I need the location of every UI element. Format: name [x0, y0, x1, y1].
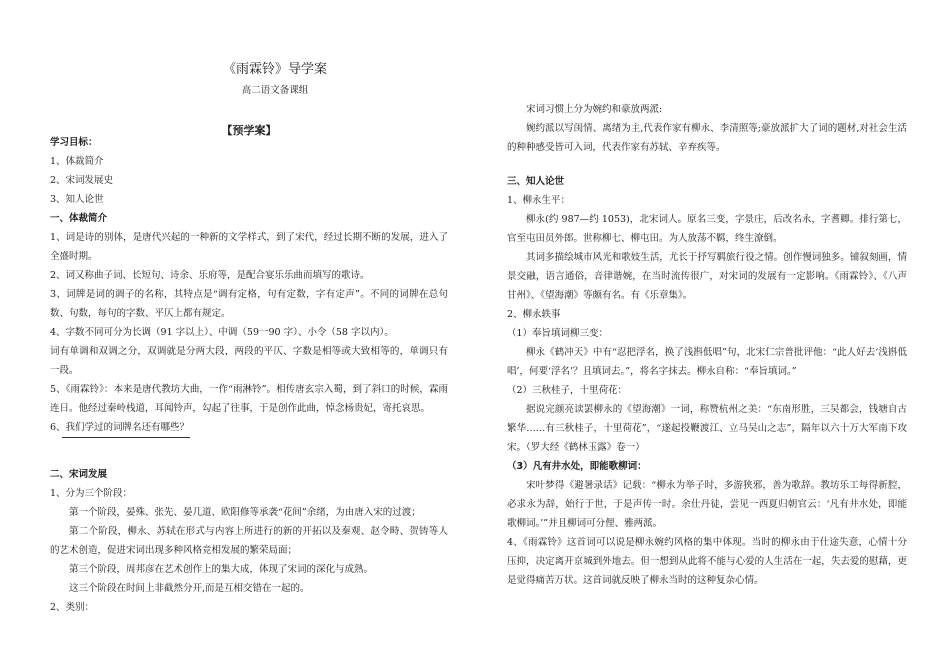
paragraph: 其词多描绘城市风光和歌妓生活，尤长于抒写羁旅行役之情。创作慢词独多。铺叙刻画，情景交融，语言通俗，音律谐婉，在当时流传很广，对宋词的发展有一定影响。《雨霖铃》、《八声甘州》、《望海潮》等颇有名。有《乐章集》。 — [507, 252, 907, 301]
preview-header: 【预学案】 — [221, 124, 277, 137]
paragraph: 柳永《鹤冲天》中有“忍把浮名，换了浅斟低唱”句，北宋仁宗普批评他：“此人好去‘浅斟低唱’，何要‘浮名’？且填词去。”，将名字抹去。柳永自称：“奉旨填词。” — [507, 347, 907, 377]
section-heading: 二、宋词发展 — [50, 469, 108, 480]
paragraph: （2）三秋桂子，十里荷花： — [507, 385, 628, 396]
paragraph: 3、词牌是词的调子的名称，其特点是“调有定格，句有定数，字有定声”。不同的词牌在总句数、句数，每句的字数、平仄上都有规定。 — [50, 289, 448, 319]
section-heading: 三、知人论世 — [507, 176, 565, 187]
paragraph: 1、柳永生平： — [507, 195, 571, 206]
goals-heading: 学习目标： — [50, 137, 98, 148]
paragraph: 4、字数不同可分为长调（91 字以上）、中调（59一90 字）、小令（58 字以内）。 — [50, 327, 394, 338]
paragraph: 宋叶梦得《避暑录话》记载：“柳永为举子时，多游狭邪，善为歌辞。教坊乐工每得新腔，必求永为辞，始行于世，于是声传一时。余仕丹徒，尝见一西夏归朝官云：‘凡有井水处，即能歌柳词。’”并且柳词可分俚、雅两派。 — [507, 480, 907, 529]
paragraph: 1、分为三个阶段： — [50, 488, 133, 499]
paragraph: 2、柳永轶事 — [507, 309, 561, 320]
paragraph: 6、我们学过的词牌名还有哪些？ — [50, 422, 190, 433]
doc-subtitle: 高二语文备课组 — [241, 85, 309, 96]
paragraph: 2、类别： — [50, 602, 95, 613]
goal-item: 3、知人论世 — [50, 194, 104, 205]
section-heading: 一、体裁简介 — [50, 213, 108, 224]
answer-blank-line — [62, 437, 190, 438]
subsection-heading: （3）凡有井水处，即能歌柳词： — [507, 461, 647, 472]
paragraph: （1）奉旨填词柳三变： — [507, 328, 609, 339]
paragraph: 柳永(约 987—约 1053)，北宋词人。原名三变，字景庄，后改名永，字耆卿。排行第七，官至屯田员外郎。世称柳七、柳屯田。为人放荡不羁，终生潦倒。 — [507, 214, 907, 244]
paragraph: 据说完颜亮读罢柳永的《望海潮》一词，称赞杭州之美：“东南形胜，三吴都会，钱塘自古繁华……有三秋桂子，十里荷花”，“遂起投鞭渡江、立马吴山之志”，隔年以六十万大军南下攻宋。（罗大经《鹤林玉露》卷一） — [507, 404, 907, 453]
paragraph: 第二个阶段，柳永、苏轼在形式与内容上所进行的新的开拓以及秦观、赵令畤、贺铸等人的艺术创造，促进宋词出现多种风格竞相发展的繁荣局面； — [50, 526, 448, 556]
paragraph: 1、词是诗的别体，是唐代兴起的一种新的文学样式，到了宋代，经过长期不断的发展，进入了全盛时期。 — [50, 232, 448, 262]
paragraph: 这三个阶段在时间上非截然分开,而是互相交错在一起的。 — [69, 583, 310, 594]
paragraph: 4、《雨霖铃》这首词可以说是柳永婉约风格的集中体现。当时的柳永由于仕途失意，心情十分压抑，决定离开京城到外地去。但一想到从此将不能与心爱的人生活在一起，失去爱的慰藉，更是觉得痛苦万状。这首词就反映了柳永当时的这种复杂心情。 — [507, 537, 907, 586]
paragraph: 第三个阶段，周邦彦在艺术创作上的集大成，体现了宋词的深化与成熟。 — [69, 564, 374, 575]
paragraph: 词有单调和双调之分，双调就是分两大段，两段的平仄、字数是相等或大致相等的，单调只有一段。 — [50, 346, 448, 376]
paragraph: 宋词习惯上分为婉约和豪放两派: — [526, 104, 663, 115]
paragraph: 婉约派以写闺情、离绪为主,代表作家有柳永、李清照等;豪放派扩大了词的题材,对社会生活的种种感受皆可入词，代表作家有苏轼、辛弃疾等。 — [507, 123, 907, 153]
paragraph: 第一个阶段，晏殊、张先、晏几道、欧阳修等承袭“花间”余绪，为由唐入宋的过渡； — [69, 507, 421, 518]
goal-item: 1、体裁简介 — [50, 156, 104, 167]
paragraph: 5、《雨霖铃》：本来是唐代教坊大曲，一作“雨淋铃”。相传唐玄宗入蜀，到了斜口的时候，霖雨连日。他经过秦岭栈道，耳闻铃声，勾起了往事，于是创作此曲，悼念杨贵妃，寄托哀思。 — [50, 384, 448, 414]
paragraph: 2、词又称曲子词、长短句、诗余、乐府等，是配合宴乐乐曲而填写的歌诗。 — [50, 270, 370, 281]
doc-title: 《雨霖铃》导学案 — [222, 62, 327, 77]
goal-item: 2、宋词发展史 — [50, 175, 114, 186]
